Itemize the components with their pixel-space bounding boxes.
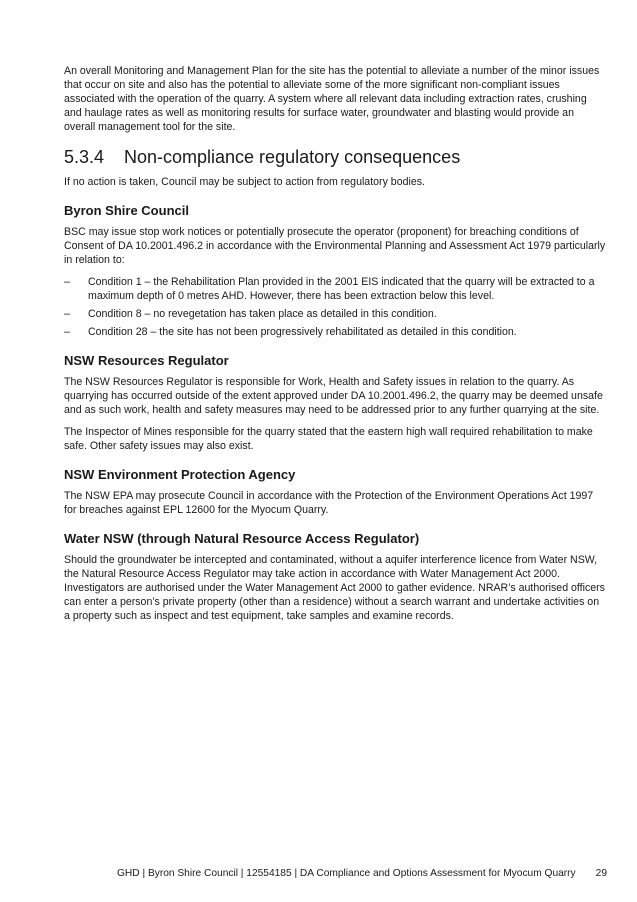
- nsw-resources-paragraph-1: The NSW Resources Regulator is responsible for Work, Health and Safety issues in relation to the quarry. As quarrying has occurred outside of the extent approved under DA 10.2001.496.2, the quarry may be deemed unsafe and as such work, health and safety measures may need to be addressed prior to any further quarrying at the site.: [64, 376, 603, 416]
- nsw-resources-heading: NSW Resources Regulator: [64, 353, 229, 368]
- page-number: 29: [595, 868, 607, 879]
- dash-bullet: –: [64, 276, 70, 288]
- section-lead: If no action is taken, Council may be subject to action from regulatory bodies.: [64, 176, 425, 188]
- byron-condition-list: [64, 275, 607, 339]
- water-nsw-heading: Water NSW (through Natural Resource Access Regulator): [64, 531, 420, 546]
- list-item-text: Condition 1 – the Rehabilitation Plan provided in the 2001 EIS indicated that the quarry will be extracted to a maximum depth of 0 metres AHD. However, there has been extraction below this level.: [88, 276, 595, 302]
- list-item-text: Condition 28 – the site has not been progressively rehabilitated as detailed in this condition.: [88, 326, 517, 338]
- epa-paragraph: The NSW EPA may prosecute Council in accordance with the Protection of the Environment Operations Act 1997 for breaches against EPL 12600 for the Myocum Quarry.: [64, 490, 594, 516]
- page-footer: [0, 867, 607, 881]
- section-title: Non-compliance regulatory consequences: [124, 147, 461, 167]
- byron-paragraph: BSC may issue stop work notices or potentially prosecute the operator (proponent) for breaching conditions of Consent of DA 10.2001.496.2 in accordance with the Environmental Planning and Assessment Act 1979 particularly in relation to:: [64, 226, 606, 266]
- list-item: [64, 307, 607, 321]
- footer-text: GHD | Byron Shire Council | 12554185 | DA Compliance and Options Assessment for Myocum Quarry: [117, 868, 576, 879]
- epa-heading: NSW Environment Protection Agency: [64, 467, 296, 482]
- dash-bullet: –: [64, 326, 70, 338]
- dash-bullet: –: [64, 308, 70, 320]
- list-item: [64, 325, 607, 339]
- list-item-text: Condition 8 – no revegetation has taken place as detailed in this condition.: [88, 308, 437, 320]
- section-heading: [64, 146, 607, 168]
- nsw-resources-paragraph-2: The Inspector of Mines responsible for the quarry stated that the eastern high wall required rehabilitation to make safe. Other safety issues may also exist.: [64, 426, 593, 452]
- document-page: [64, 64, 607, 631]
- water-nsw-paragraph: Should the groundwater be intercepted and contaminated, without a aquifer interference licence from Water NSW, the Natural Resource Access Regulator may take action in accordance with Water Management Act 2000. Investigators are authorised under the Water Management Act 2000 to gather evidence. NRAR’s authorised officers can enter a person’s private property (other than a residence) without a search warrant and undertake activities on a property such as inspect and test equipment, take samples and examine records.: [64, 554, 605, 622]
- byron-heading: Byron Shire Council: [64, 203, 189, 218]
- list-item: [64, 275, 607, 303]
- intro-paragraph: An overall Monitoring and Management Plan for the site has the potential to alleviate a number of the minor issues that occur on site and also has the potential to alleviate some of the more significant non-compliant issues associated with the operation of the quarry. A system where all relevant data including extraction rates, crushing and haulage rates as well as monitoring results for surface water, groundwater and blasting would provide an overall management tool for the site.: [64, 65, 600, 133]
- section-number: 5.3.4: [64, 147, 105, 167]
